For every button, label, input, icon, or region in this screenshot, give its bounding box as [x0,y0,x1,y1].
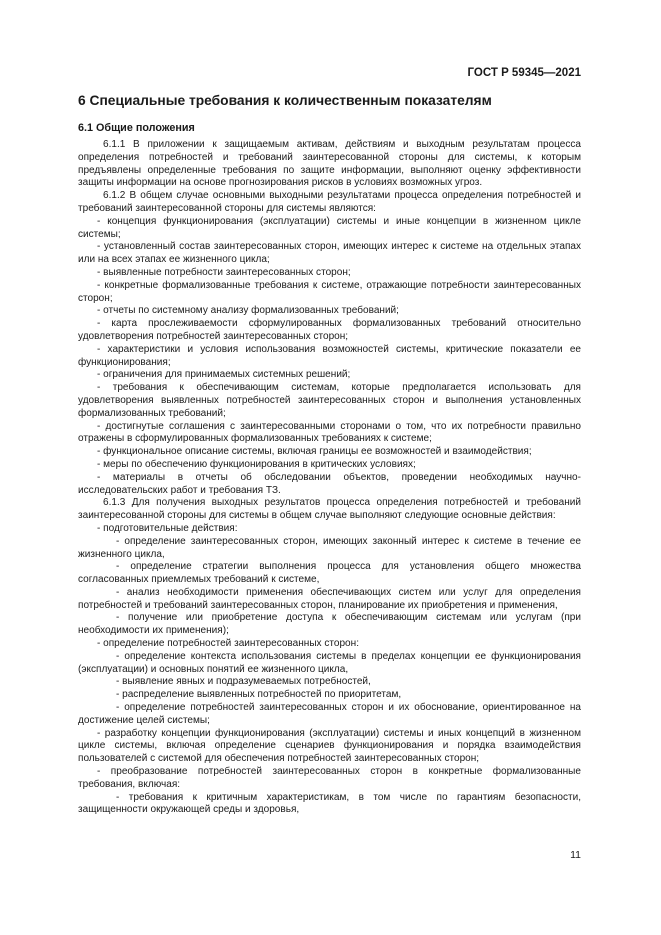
paragraph: - ограничения для принимаемых системных решений; [97,369,351,381]
paragraph: - материалы в отчеты об обследовании объектов, проведении необходимых научно-исследовательских работ и требования ТЗ. [78,471,581,496]
paragraph: - требования к критичным характеристикам, в том числе по гарантиям безопасности, защищенности окружающей среды и здоровья, [78,791,581,816]
paragraph: - конкретные формализованные требования к системе, отражающие потребности заинтересованных сторон; [78,279,581,304]
paragraph: - требования к обеспечивающим системам, которые предполагается использовать для удовлетворения выявленных потребностей заинтересованных сторон и выполнения установленных формализованных требований; [78,382,581,419]
paragraph: - функциональное описание системы, включая границы ее возможностей и взаимодействия; [97,446,532,458]
document-body [78,139,581,817]
paragraph: - подготовительные действия: [97,522,238,534]
paragraph: - определение стратегии выполнения процесса для установления общего множества согласованных приемлемых требований к системе, [78,561,581,586]
paragraph: 6.1.3 Для получения выходных результатов процесса определения потребностей и требований заинтересованной стороны для системы в общем случае выполняют следующие основные действия: [78,497,581,522]
paragraph: - определение заинтересованных сторон, имеющих законный интерес к системе в течение ее жизненного цикла, [78,535,581,560]
document-header: ГОСТ Р 59345—2021 [467,67,581,79]
paragraph: - выявление явных и подразумеваемых потребностей, [116,676,371,688]
paragraph: - определение потребностей заинтересованных сторон и их обоснование, ориентированное на достижение целей системы; [78,702,581,726]
section-title: 6 Специальные требования к количественным показателям [78,93,492,108]
paragraph: - достигнутые соглашения с заинтересованными сторонами о том, что их потребности правильно отражены в сформулированных формализованных требованиях к системе; [78,420,581,445]
paragraph: - получение или приобретение доступа к обеспечивающим системам или услугам (при необходимости их применения); [78,612,581,637]
paragraph: - меры по обеспечению функционирования в критических условиях; [97,458,416,470]
paragraph: - установленный состав заинтересованных сторон, имеющих интерес к системе на отдельных этапах или на всех этапах ее жизненного цикла; [78,241,581,266]
paragraph: - анализ необходимости применения обеспечивающих систем или услуг для определения потребностей и требований заинтересованных сторон, планирование их приобретения и применения, [78,586,581,611]
paragraph: - распределение выявленных потребностей по приоритетам, [116,689,402,701]
paragraph: - выявленные потребности заинтересованных сторон; [97,266,351,278]
page-number: 11 [570,849,581,861]
paragraph: - карта прослеживаемости сформулированных формализованных требований относительно удовлетворения потребностей заинтересованных сторон; [78,318,581,342]
paragraph: - определение потребностей заинтересованных сторон: [97,638,359,650]
paragraph: - концепция функционирования (эксплуатации) системы и иные концепции в жизненном цикле системы; [78,215,581,240]
paragraph: - преобразование потребностей заинтересованных сторон в конкретные формализованные требования, включая: [78,766,581,790]
paragraph: - разработку концепции функционирования (эксплуатации) системы и иных концепций в жизненном цикле системы, включая определение сценариев функционирования и порядка взаимодействия пользователей с системой для обеспечения потребностей заинтересованных сторон; [78,727,581,765]
subsection-title: 6.1 Общие положения [78,122,195,134]
paragraph: - определение контекста использования системы в пределах концепции ее функционирования (эксплуатации) и основных понятий ее жизненного цикла, [78,650,581,675]
paragraph: 6.1.1 В приложении к защищаемым активам, действиям и выходным результатам процесса определения потребностей и требований заинтересованной стороны для системы, к которым предъявлены определенные требования по защите информации, выполняют оценку эффективности защиты информации на основе прогнозирования рисков в условиях возможных угроз. [78,139,581,189]
paragraph: - отчеты по системному анализу формализованных требований; [97,305,399,317]
paragraph: 6.1.2 В общем случае основными выходными результатами процесса определения потребностей и требований заинтересованной стороны для системы являются: [78,190,581,214]
paragraph: - характеристики и условия использования возможностей системы, критические показатели ее функционирования; [78,343,581,368]
